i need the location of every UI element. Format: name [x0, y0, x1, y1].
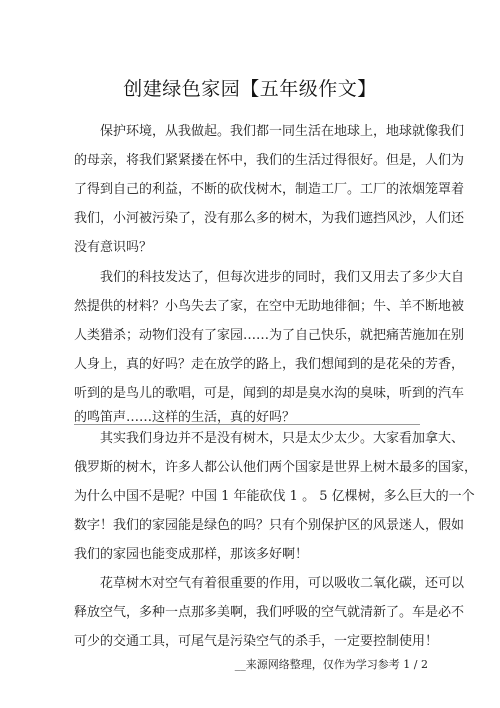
text-line: 人身上，真的好吗？走在放学的路上，我们想闻到的是花朵的芳香， [74, 357, 465, 372]
text-line: 俄罗斯的树木，许多人都公认他们两个国家是世界上树木最多的国家， [74, 460, 478, 475]
text-line: 释放空气，多种一点那多美啊，我们呼吸的空气就清新了。车是必不 [74, 605, 465, 620]
text-line: 的母亲，将我们紧紧搂在怀中，我们的生活过得很好。但是，人们为 [74, 153, 465, 168]
text-line: 其实我们身边并不是没有树木，只是太少太少。大家看加拿大、 [100, 431, 465, 446]
text-line: 花草树木对空气有着很重要的作用，可以吸收二氧化碳，还可以 [100, 576, 465, 591]
text-line: 为什么中国不是呢？中国 1 年能砍伐 1 。 5 亿棵树，多么巨大的一个 [74, 489, 475, 504]
text-line: 人类猎杀；动物们没有了家园……为了自己快乐，就把痛苦施加在别 [74, 328, 465, 343]
document-title: 创建绿色家园【五年级作文】 [123, 78, 377, 100]
text-line: 的鸣笛声……这样的生活，真的好吗？ [74, 410, 296, 425]
text-line: 我们的家园也能变成那样，那该多好啊！ [74, 547, 309, 562]
page-footer: __来源网络整理，仅作为学习参考 1 / 2 [234, 658, 428, 671]
text-line: 数字！我们的家园能是绿色的吗？只有个别保护区的风景迷人，假如 [74, 518, 465, 533]
text-line: 可少的交通工具，可尾气是污染空气的杀手，一定要控制使用！ [74, 634, 439, 649]
text-line: 没有意识吗？ [74, 240, 153, 255]
text-line: 然提供的材料？小鸟失去了家，在空中无助地徘徊；牛、羊不断地被 [74, 299, 465, 314]
text-line: 我们，小河被污染了，没有那么多的树木，为我们遮挡风沙，人们还 [74, 211, 465, 226]
text-line: 我们的科技发达了，但每次进步的同时，我们又用去了多少大自 [100, 270, 465, 285]
divider-rule [74, 424, 420, 425]
text-line: 了得到自己的利益，不断的砍伐树木，制造工厂。工厂的浓烟笼罩着 [74, 182, 465, 197]
text-line: 保护环境，从我做起。我们都一同生活在地球上，地球就像我们 [100, 124, 465, 139]
text-line: 听到的是鸟儿的歌唱，可是，闻到的却是臭水沟的臭味，听到的汽车 [74, 386, 465, 401]
